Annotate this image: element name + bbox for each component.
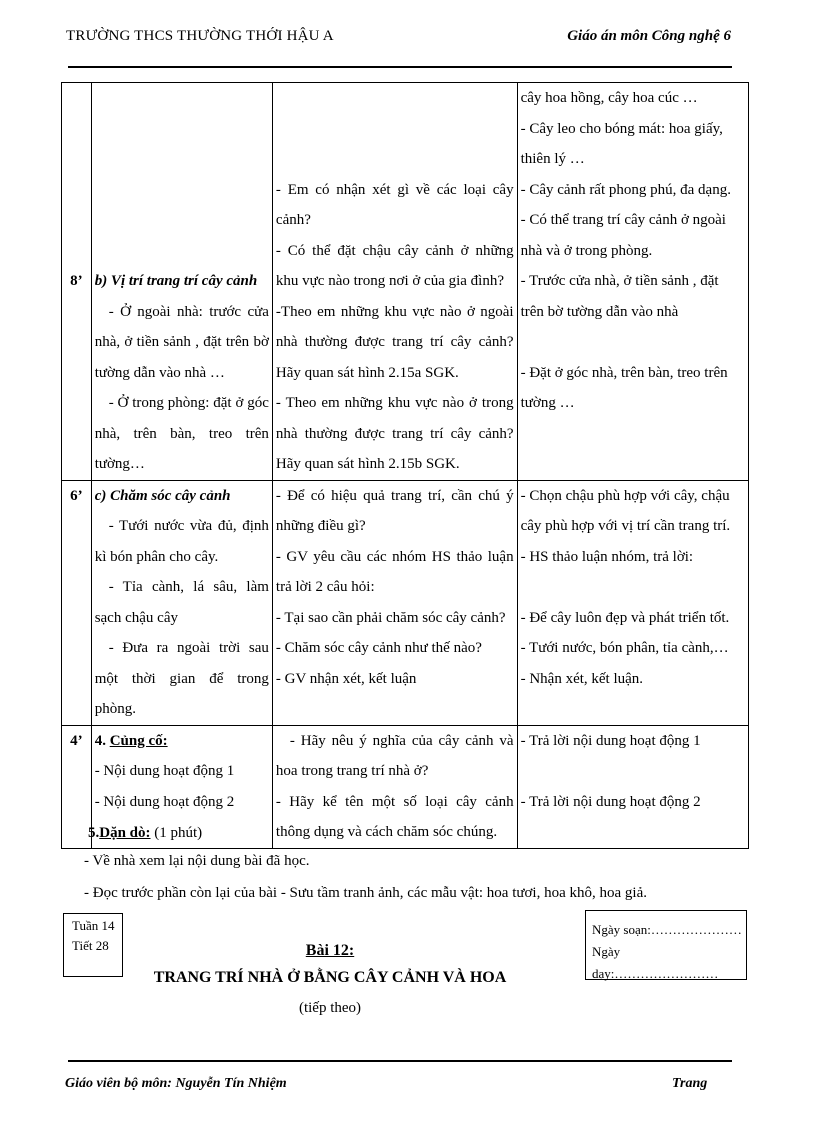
time-cell: 8’ xyxy=(70,273,83,289)
lesson-subtitle: (tiếp theo) xyxy=(298,1000,362,1016)
footer-divider xyxy=(68,1060,732,1062)
header-subject: Giáo án môn Công nghệ 6 xyxy=(567,28,731,44)
homework-line: - Về nhà xem lại nội dung bài đã học. xyxy=(84,853,310,869)
section-title-text: Củng cố: xyxy=(109,732,168,749)
teacher-activity: -Theo em những khu vực nào ở ngoài nhà thường được trang trí cây cảnh? Hãy quan sát hình 2.15a SGK. xyxy=(275,303,514,381)
student-activity: - Cây cảnh rất phong phú, đa dạng. xyxy=(520,181,731,198)
date-taught: Ngày dạy:…………………… xyxy=(592,944,719,981)
time-cell: 4’ xyxy=(62,725,92,848)
student-activity: - Trước cửa nhà, ở tiền sảnh , đặt trên bờ tường dẫn vào nhà xyxy=(520,273,719,320)
homework-duration: (1 phút) xyxy=(154,825,203,841)
teacher-activity: - Chăm sóc cây cảnh như thế nào? xyxy=(275,640,482,656)
homework-line: - Đọc trước phần còn lại của bài - Sưu tầm tranh ảnh, các mẫu vật: hoa tươi, hoa khô, hoa giả. xyxy=(84,885,647,901)
student-activity: - Chọn chậu phù hợp với cây, chậu cây phù hợp với vị trí cần trang trí. xyxy=(520,487,731,534)
content-paragraph: - Ở ngoài nhà: trước cửa nhà, ở tiền sảnh , đặt trên bờ tường dẫn vào nhà … xyxy=(94,303,269,381)
lesson-info-box xyxy=(63,913,123,977)
table-row xyxy=(62,83,749,481)
content-paragraph: - Nội dung hoạt động 2 xyxy=(94,793,235,810)
content-paragraph: - Nội dung hoạt động 1 xyxy=(94,763,235,779)
lesson-number: Bài 12: xyxy=(305,942,355,959)
dates-box xyxy=(585,910,747,980)
student-activity: - Để cây luôn đẹp và phát triển tốt. xyxy=(520,609,730,626)
date-prepared: Ngày soạn:………………… xyxy=(592,922,742,937)
content-paragraph: - Tỉa cành, lá sâu, làm sạch chậu cây xyxy=(94,579,269,626)
student-activity: cây hoa hồng, cây hoa cúc … xyxy=(520,90,698,106)
student-activity: - Trả lời nội dung hoạt động 1 xyxy=(520,732,701,749)
homework-heading xyxy=(88,818,202,848)
teacher-activity: - Để có hiệu quả trang trí, cần chú ý những điều gì? xyxy=(275,487,514,534)
student-activity: - Cây leo cho bóng mát: hoa giấy, thiên lý … xyxy=(520,120,723,167)
teacher-activity: - Hãy nêu ý nghĩa của cây cảnh và hoa trong trang trí nhà ở? xyxy=(275,732,514,779)
table-row xyxy=(62,480,749,725)
student-activity: - Đặt ở góc nhà, trên bàn, treo trên tường … xyxy=(520,364,728,411)
student-activity: - Có thể trang trí cây cảnh ở ngoài nhà và ở trong phòng. xyxy=(520,212,726,259)
footer-teacher: Giáo viên bộ môn: Nguyễn Tín Nhiệm xyxy=(65,1076,287,1091)
teacher-activity: - Tại sao cần phải chăm sóc cây cảnh? xyxy=(275,609,506,626)
section-title: b) Vị trí trang trí cây cảnh xyxy=(94,273,258,289)
lesson-table xyxy=(61,82,749,849)
section-title: c) Chăm sóc cây cảnh xyxy=(94,487,231,504)
student-activity: - Trả lời nội dung hoạt động 2 xyxy=(520,793,701,810)
week-label: Tuần 14 xyxy=(72,918,115,933)
header-school: TRƯỜNG THCS THƯỜNG THỚI HẬU A xyxy=(66,28,334,44)
teacher-activity: - GV nhận xét, kết luận xyxy=(275,670,417,687)
teacher-activity: - Có thể đặt chậu cây cảnh ở những khu vực nào trong nơi ở của gia đình? xyxy=(275,242,514,289)
content-paragraph: - Tưới nước vừa đủ, định kì bón phân cho cây. xyxy=(94,518,269,565)
teacher-activity: - GV yêu cầu các nhóm HS thảo luận trả lời 2 câu hỏi: xyxy=(275,548,514,595)
period-label: Tiết 28 xyxy=(72,938,109,953)
homework-title: Dặn dò: xyxy=(99,825,151,841)
teacher-activity: - Em có nhận xét gì về các loại cây cảnh? xyxy=(275,181,514,228)
teacher-activity: - Hãy kể tên một số loại cây cảnh thông dụng và cách chăm sóc chúng. xyxy=(275,793,514,840)
footer-page: Trang xyxy=(672,1076,708,1091)
teacher-activity: - Theo em những khu vực nào ở trong nhà thường được trang trí cây cảnh?Hãy quan sát hình 2.15b SGK. xyxy=(275,395,514,472)
student-activity: - HS thảo luận nhóm, trả lời: xyxy=(520,548,694,565)
section-title xyxy=(95,726,269,757)
time-cell: 6’ xyxy=(62,480,92,725)
content-paragraph: - Ở trong phòng: đặt ở góc nhà, trên bàn, treo trên tường… xyxy=(94,395,269,472)
student-activity: - Nhận xét, kết luận. xyxy=(520,670,644,687)
section-number: 4. xyxy=(94,732,106,749)
homework-number: 5. xyxy=(88,825,100,841)
header-divider xyxy=(68,66,732,68)
lesson-title: TRANG TRÍ NHÀ Ở BẰNG CÂY CẢNH VÀ HOA xyxy=(153,969,507,986)
content-paragraph: - Đưa ra ngoài trời sau một thời gian để trong phòng. xyxy=(94,640,269,717)
student-activity: - Tưới nước, bón phân, tỉa cành,… xyxy=(520,640,729,656)
